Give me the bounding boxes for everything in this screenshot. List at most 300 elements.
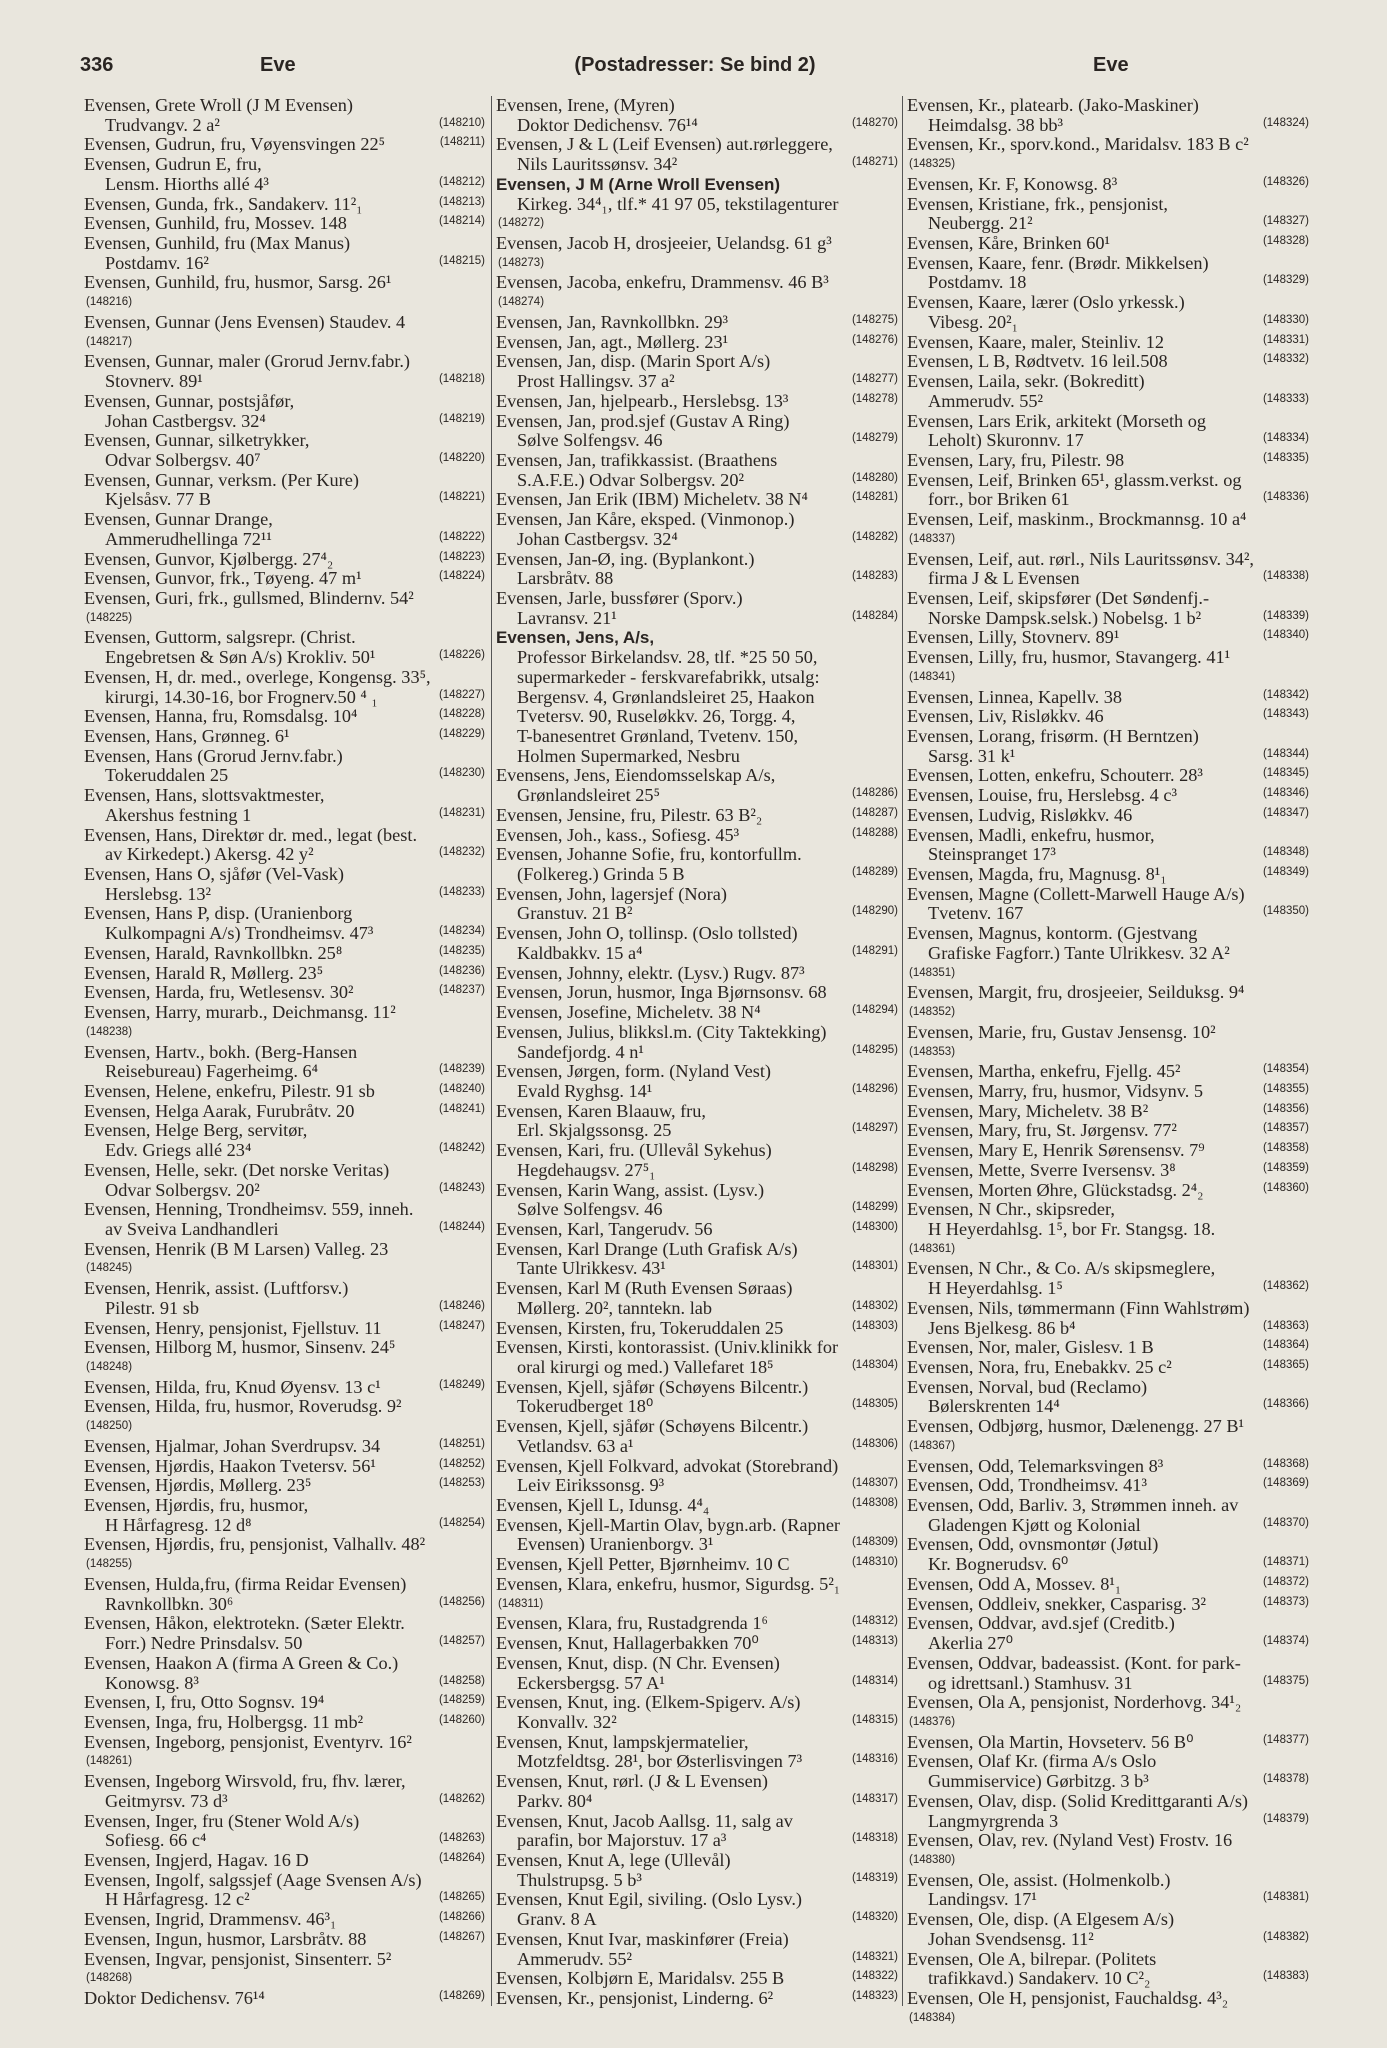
entry-number: (148249): [438, 1378, 485, 1391]
entry-number: (148215): [438, 254, 485, 267]
entry-name-line: Evensen, Mary, Micheletv. 38 B²: [907, 1100, 1149, 1121]
entry-number: (148255): [86, 1558, 133, 1571]
entry-number: (148288): [851, 826, 898, 839]
entry-name-line: Evensen, Kjell L, Idunsg. 4⁴₄: [496, 1495, 710, 1516]
entry-name-line: Evensen, Odd, Trondheimsv. 41³: [907, 1475, 1147, 1496]
entry-number: (148342): [1262, 688, 1309, 701]
directory-entry: [84, 865, 487, 904]
entry-name-line: Evensen, Olaf Kr. (firma A/s Oslo: [907, 1751, 1157, 1772]
directory-entry: [84, 1319, 487, 1339]
entry-number: (148348): [1262, 846, 1309, 859]
directory-entry: [84, 628, 487, 667]
entry-name-line: Evensen, Margit, fru, drosjeeier, Seilduksg. 9⁴: [907, 982, 1245, 1003]
entry-address-line: H Heyerdahlsg. 1⁵, bor Fr. Stangsg. 18.: [928, 1218, 1216, 1239]
directory-entry: [84, 1338, 487, 1377]
entry-name-line: Evensen, Hanna, fru, Romsdalsg. 10⁴: [84, 706, 358, 727]
entry-address-line: Professor Birkelandsv. 28, tlf. *25 50 50,: [517, 647, 818, 668]
entry-address-line: Neubergg. 21²: [928, 213, 1033, 234]
directory-entry: [907, 885, 1311, 924]
entry-name-line: Evensen, Jan Kåre, eksped. (Vinmonop.): [496, 509, 795, 530]
entry-name-line: Evensen, Kjell Petter, Bjørnheimv. 10 C: [496, 1554, 790, 1575]
directory-entry: [907, 707, 1311, 727]
directory-entry: [907, 1141, 1311, 1161]
entry-number: (148384): [909, 2011, 956, 2024]
directory-entry: [907, 1200, 1311, 1259]
entry-name-line: Evensen, Henrik, assist. (Luftforsv.): [84, 1278, 349, 1299]
entry-address-line: Konowsg. 8³: [105, 1672, 199, 1693]
entry-name-line: Evensen, Jacob H, drosjeeier, Uelandsg. 61 g³: [496, 233, 832, 254]
entry-name-line: Evensen, Hulda,fru, (firma Reidar Evensen): [84, 1573, 407, 1594]
entry-address-line: forr., bor Briken 61: [928, 489, 1070, 510]
entry-number: (148302): [851, 1299, 898, 1312]
directory-entry: [496, 1457, 900, 1496]
entry-number: (148235): [438, 944, 485, 957]
directory-entry: [84, 944, 487, 964]
directory-entry: [84, 550, 487, 570]
entry-number: (148237): [438, 984, 485, 997]
directory-entry: [496, 1417, 900, 1456]
entry-number: (148248): [86, 1361, 133, 1373]
directory-entry: [84, 569, 487, 589]
entry-name-line: Evensen, Knut, Hallagerbakken 70⁰: [496, 1633, 759, 1654]
entry-number: (148281): [851, 491, 898, 504]
entry-name-line: Evensen, Lorang, frisørm. (H Berntzen): [907, 726, 1199, 746]
entry-name-line: Evensen, J & L (Leif Evensen) aut.rørleggere,: [496, 134, 833, 155]
entry-name-line: Evensen, Kaare, lærer (Oslo yrkessk.): [907, 292, 1185, 313]
entry-address-line: Herslebsg. 13²: [105, 883, 212, 904]
directory-entry: [84, 964, 487, 984]
directory-entry: [496, 628, 900, 766]
entry-address-line: Sandefjordg. 4 n¹: [517, 1041, 644, 1062]
directory-entry: [907, 1575, 1311, 1595]
entry-number: (148300): [851, 1220, 898, 1233]
entry-name-line: Evensen, Ingun, husmor, Larsbråtv. 88: [84, 1928, 367, 1949]
directory-entry: [907, 1792, 1311, 1831]
entry-name-line: Evensen, Ola Martin, Hovseterv. 56 B⁰: [907, 1731, 1194, 1752]
directory-entry: [84, 471, 487, 510]
entry-address-line: Postdamv. 18: [928, 272, 1027, 293]
directory-entry: [84, 96, 487, 135]
entry-name-line: Evensen, Marie, fru, Gustav Jensensg. 10²: [907, 1021, 1216, 1042]
entry-name-line: Evensens, Jens, Eiendomsselskap A/s,: [496, 765, 776, 786]
entry-number: (148257): [438, 1635, 485, 1648]
entry-address-line: Hegdehaugsv. 27⁵₁: [517, 1159, 656, 1180]
entry-name-line: Evensen, Jan, agt., Møllerg. 23¹: [496, 331, 729, 352]
directory-entry: [496, 1693, 900, 1732]
entry-name-line: Evensen, Martha, enkefru, Fjellg. 45²: [907, 1061, 1181, 1082]
entry-address-line: Pilestr. 91 sb: [105, 1297, 199, 1318]
entry-address-line: Kr. Bognerudsv. 6⁰: [928, 1554, 1069, 1575]
directory-entry: [907, 293, 1311, 332]
entry-number: (148329): [1262, 274, 1309, 287]
directory-entry: [496, 175, 900, 234]
directory-entry: [84, 747, 487, 786]
entry-number: (148367): [909, 1439, 956, 1452]
directory-entry: [496, 234, 900, 273]
entry-name-line: Evensen, Karen Blaauw, fru,: [496, 1100, 706, 1121]
header-left-word: Eve: [260, 54, 296, 76]
entry-name-line: Evensen, Ingolf, salgssjef (Aage Svensen A/s): [84, 1869, 422, 1890]
entry-name-line: Evensen, Kirsti, kontorassist. (Univ.klinikk for: [496, 1337, 839, 1358]
entry-number: (148345): [1262, 767, 1309, 780]
directory-entry: [907, 1654, 1311, 1693]
directory-entry: [84, 1476, 487, 1496]
entry-name-line: Evensen, Ole A, bilrepar. (Politets: [907, 1948, 1157, 1969]
directory-entry: [907, 1871, 1311, 1910]
entry-name-line: Evensen, Gudrun, fru, Vøyensvingen 22⁵: [84, 134, 386, 155]
entry-address-line: Langmyrgrenda 3: [928, 1810, 1059, 1831]
entry-name-line: Evensen, Hilborg M, husmor, Sinsenv. 24⁵: [84, 1337, 396, 1358]
entry-name-line: Evensen, Hans, Direktør dr. med., legat (best.: [84, 824, 418, 845]
entry-number: (148271): [851, 156, 898, 169]
directory-entry: [496, 313, 900, 333]
entry-number: (148303): [851, 1319, 898, 1332]
entry-number: (148272): [498, 217, 545, 230]
entry-number: (148340): [1262, 629, 1309, 642]
entry-address-line: Jens Bjelkesg. 86 b⁴: [928, 1317, 1076, 1338]
entry-name-line: Evensen, Madli, enkefru, husmor,: [907, 824, 1155, 845]
entry-number: (148330): [1262, 313, 1309, 326]
entry-name-line: Evensen, Håkon, elektrotekn. (Sæter Elektr.: [84, 1613, 405, 1634]
entry-number: (148239): [438, 1063, 485, 1076]
entry-name-line: Evensen, Louise, fru, Herslebsg. 4 c³: [907, 785, 1177, 806]
entry-name-line: Evensen, Gunhild, fru, Mossev. 148: [84, 213, 347, 234]
entry-name-line: Evensen, Jan, trafikkassist. (Braathens: [496, 449, 778, 470]
entry-number: (148378): [1262, 1773, 1309, 1786]
entry-name-line: Evensen, Gunnar Drange,: [84, 509, 273, 530]
entry-number: (148214): [438, 215, 485, 228]
directory-entry: [84, 1397, 487, 1436]
entry-name-line: Evensen, Harry, murarb., Deichmansg. 11²: [84, 1002, 396, 1023]
directory-entry: [496, 1220, 900, 1240]
entry-address-line: Reisebureau) Fagerheimg. 6⁴: [105, 1061, 318, 1082]
entry-name-line: Evensen, Gunhild, fru, husmor, Sarsg. 26¹: [84, 272, 392, 293]
entry-name-line: Evensen, Olav, disp. (Solid Kredittgaranti A/s): [907, 1790, 1249, 1811]
entry-number: (148304): [851, 1359, 898, 1371]
directory-entry: [84, 392, 487, 431]
directory-entry: [84, 1535, 487, 1574]
directory-entry: [84, 1851, 487, 1871]
directory-entry: [496, 1575, 900, 1614]
entry-name-line: Evensen, Klara, enkefru, husmor, Sigurdsg. 5²₁: [496, 1573, 841, 1594]
entry-number: (148231): [438, 806, 485, 819]
directory-entry: [907, 826, 1311, 865]
entry-name-line: Evensen, Kr., pensjonist, Linderng. 6²: [496, 1988, 774, 2008]
entry-name-line: Evensen, Magda, fru, Magnusg. 8¹₁: [907, 864, 1167, 885]
directory-entry: [907, 1457, 1311, 1477]
entry-name-line: Evensen, Kolbjørn E, Maridalsv. 255 B: [496, 1968, 785, 1989]
directory-entry: [84, 1950, 487, 1989]
entry-address-line: Kulkompagni A/s) Trondheimsv. 47³: [105, 923, 374, 944]
directory-entry: [496, 589, 900, 628]
entry-name-line: Evensen, Guri, frk., gullsmed, Blindernv. 54²: [84, 587, 414, 608]
entry-address-line: firma J & L Evensen: [928, 568, 1080, 589]
entry-name-line: Evensen, Gunnar, postsjåfør,: [84, 390, 295, 411]
directory-entry: [84, 313, 487, 352]
entry-name-line: Evensen, Inger, fru (Stener Wold A/s): [84, 1810, 360, 1831]
entry-name-line: Evensen, Morten Øhre, Glückstadsg. 2⁴₂: [907, 1179, 1204, 1200]
entry-number: (148230): [438, 767, 485, 780]
entry-number: (148356): [1262, 1102, 1309, 1115]
entry-number: (148366): [1262, 1398, 1309, 1411]
entry-name-line: Evensen, Hjørdis, fru, pensjonist, Valhallv. 48²: [84, 1534, 426, 1555]
entry-number: (148324): [1262, 116, 1309, 129]
entry-name-line: Evensen, Karl Drange (Luth Grafisk A/s): [496, 1238, 798, 1259]
entry-number: (148354): [1262, 1063, 1309, 1076]
header-right-word: Eve: [1093, 54, 1129, 76]
entry-name-line: Evensen, Hans P, disp. (Uranienborg: [84, 903, 353, 924]
entry-number: (148291): [851, 944, 898, 957]
entry-number: (148379): [1262, 1812, 1309, 1825]
directory-entry: [84, 1082, 487, 1102]
entry-number: (148240): [438, 1082, 485, 1095]
entry-name-line: Evensen, Julius, blikksl.m. (City Taktekking): [496, 1021, 827, 1042]
directory-entry: [84, 983, 487, 1003]
entry-name-line: Evensen, Jan Erik (IBM) Micheletv. 38 N⁴: [496, 489, 808, 510]
entry-number: (148315): [851, 1713, 898, 1726]
directory-entry: [84, 668, 487, 707]
entry-name-line: Evensen, Odd A, Mossev. 8¹₁: [907, 1573, 1122, 1594]
directory-entry: [84, 234, 487, 273]
directory-entry: [907, 648, 1311, 687]
entry-address-line: Norske Dampsk.selsk.) Nobelsg. 1 b²: [928, 607, 1202, 628]
directory-entry: [907, 471, 1311, 510]
directory-entry: [907, 1989, 1311, 2028]
entry-name-line: Evensen, Kr. F, Konowsg. 8³: [907, 173, 1118, 194]
entry-name-line: Evensen, Gunnar, silketrykker,: [84, 430, 310, 451]
directory-entry: [496, 1102, 900, 1141]
entry-address-line: Engebretsen & Søn A/s) Krokliv. 50¹: [105, 647, 376, 668]
entry-address-line: Kirkeg. 34⁴₁, tlf.* 41 97 05, tekstilagenturer: [517, 193, 839, 214]
directory-entry: [907, 1950, 1311, 1989]
entry-number: (148380): [909, 1853, 956, 1866]
entry-number: (148375): [1262, 1674, 1309, 1687]
directory-entry: [496, 766, 900, 805]
entry-address-line: Erl. Skjalgssonsg. 25: [517, 1120, 672, 1141]
entry-name-line: Evensen, Jan, Ravnkollbkn. 29³: [496, 311, 728, 332]
entry-address-line: Evensen) Uranienborgv. 3¹: [517, 1534, 714, 1555]
directory-entry: [496, 1654, 900, 1693]
entry-name-line: Evensen, Harald, Ravnkollbkn. 25⁸: [84, 942, 343, 963]
entry-name-line: Evensen, Jan, prod.sjef (Gustav A Ring): [496, 410, 790, 431]
entry-address-line: Stovnerv. 89¹: [105, 371, 203, 392]
directory-entry: [84, 155, 487, 194]
directory-entry: [496, 964, 900, 984]
entry-number: (148371): [1262, 1556, 1309, 1569]
entry-name-line: Evensen, Kjell, sjåfør (Schøyens Bilcentr.): [496, 1416, 809, 1437]
directory-entry: [907, 1102, 1311, 1122]
entry-number: (148233): [438, 885, 485, 898]
entry-number: (148325): [909, 158, 956, 171]
entry-address-line: Møllerg. 20², tanntekn. lab: [517, 1297, 713, 1318]
entry-name-line: Evensen, Henrik (B M Larsen) Valleg. 23: [84, 1238, 389, 1259]
directory-entry: [907, 333, 1311, 353]
entry-address-line: Odvar Solbergsv. 40⁷: [105, 449, 261, 470]
entry-name-line: Evensen, Henry, pensjonist, Fjellstuv. 11: [84, 1317, 382, 1338]
directory-entry: [496, 806, 900, 826]
entry-address-line: Bergensv. 4, Grønlandsleiret 25, Haakon: [517, 686, 815, 707]
entry-name-line: Evensen, Kaare, maler, Steinliv. 12: [907, 331, 1164, 352]
entry-number: (148224): [438, 570, 485, 583]
entry-name-line: Evensen, Harda, fru, Wetlesensv. 30²: [84, 982, 354, 1003]
entry-name-line: Evensen, Guttorm, salgsrepr. (Christ.: [84, 627, 356, 648]
entry-name-line: Evensen, Jan, disp. (Marin Sport A/s): [496, 351, 771, 372]
entry-name-line: Evensen, N Chr., skipsreder,: [907, 1199, 1115, 1220]
directory-entry: [907, 352, 1311, 372]
entry-address-line: Motzfeldtsg. 28¹, bor Østerlisvingen 7³: [517, 1751, 803, 1772]
entry-number: (148336): [1262, 491, 1309, 504]
directory-entry: [907, 1910, 1311, 1949]
entry-address-line: S.A.F.E.) Odvar Solbergsv. 20²: [517, 469, 744, 490]
entry-name-line: Evensen, John, lagersjef (Nora): [496, 883, 727, 904]
entry-address-line: Vetlandsv. 63 a¹: [517, 1435, 634, 1456]
entry-number: (148297): [851, 1122, 898, 1135]
directory-entry: [907, 865, 1311, 885]
entry-address-line: Postdamv. 16²: [105, 252, 209, 273]
entry-name-line: Evensen, Gunnar, maler (Grorud Jernv.fabr.): [84, 351, 411, 372]
entry-name-line: Evensen, Kåre, Brinken 60¹: [907, 233, 1110, 254]
directory-entry: [907, 786, 1311, 806]
entry-name-line: Evensen, Ole, disp. (A Elgesem A/s): [907, 1909, 1175, 1930]
entry-address-line: Tokerudberget 18⁰: [517, 1396, 654, 1417]
entry-name-line: Evensen, Hans, slottsvaktmester,: [84, 785, 325, 806]
entry-number: (148338): [1262, 570, 1309, 583]
directory-entry: [907, 806, 1311, 826]
directory-entry: [907, 1693, 1311, 1732]
entry-number: (148306): [851, 1437, 898, 1450]
entry-address-line: Kaldbakkv. 15 a⁴: [517, 942, 643, 963]
directory-entry: [84, 1496, 487, 1535]
entry-number: (148256): [438, 1595, 485, 1608]
entry-number: (148222): [438, 530, 485, 543]
directory-entry: [496, 1812, 900, 1851]
entry-address-line: Geitmyrsv. 73 d³: [105, 1790, 228, 1811]
directory-entry: [907, 254, 1311, 293]
entry-name-line: Evensen, Karl M (Ruth Evensen Søraas): [496, 1278, 793, 1299]
directory-entry: [907, 451, 1311, 471]
entry-address-line: Steinspranget 17³: [928, 844, 1056, 865]
entry-number: (148275): [851, 313, 898, 326]
entry-name-line: Evensen, Jens, A/s,: [496, 628, 655, 648]
entry-number: (148268): [86, 1972, 133, 1985]
entry-number: (148372): [1262, 1575, 1309, 1588]
entry-name-line: Evensen, Knut, Jacob Aallsg. 11, salg av: [496, 1810, 793, 1831]
directory-entry: [907, 1181, 1311, 1201]
entry-name-line: Evensen, Inga, fru, Holbergsg. 11 mb²: [84, 1711, 364, 1732]
entry-name-line: Evensen, Ole, assist. (Holmenkolb.): [907, 1869, 1171, 1890]
entry-number: (148270): [851, 116, 898, 129]
directory-entry: [84, 1614, 487, 1653]
entry-number: (148337): [909, 532, 956, 545]
entry-number: (148287): [851, 806, 898, 819]
entry-number: (148242): [438, 1142, 485, 1155]
entry-name-line: Evensen, Hjørdis, fru, husmor,: [84, 1495, 309, 1516]
directory-entry: [907, 1378, 1311, 1417]
directory-entry: [496, 1319, 900, 1339]
entry-number: (148277): [851, 373, 898, 386]
entry-name-line: Evensen, Hilda, fru, Knud Øyensv. 13 c¹: [84, 1376, 381, 1397]
header-center: (Postadresser: Se bind 2): [574, 54, 816, 76]
entry-name-line: Evensen, Gunhild, fru (Max Manus): [84, 233, 351, 254]
entry-name-line: Evensen, Knut Ivar, maskinfører (Freia): [496, 1928, 789, 1949]
entry-number: (148274): [498, 296, 545, 309]
directory-entry: [907, 175, 1311, 195]
entry-number: (148333): [1262, 392, 1309, 405]
entry-number: (148332): [1262, 353, 1309, 366]
directory-entry: [907, 1535, 1311, 1574]
entry-name-line: Evensen, Hartv., bokh. (Berg-Hansen: [84, 1041, 358, 1062]
directory-entry: [496, 1634, 900, 1654]
entry-address-line: parafin, bor Majorstuv. 17 a³: [517, 1830, 727, 1851]
entry-name-line: Evensen, Ingjerd, Hagav. 16 D: [84, 1849, 309, 1870]
entry-name-line: Evensen, Kristiane, frk., pensjonist,: [907, 193, 1168, 214]
directory-entry: [84, 1003, 487, 1042]
entry-number: (148301): [851, 1260, 898, 1273]
entry-name-line: Evensen, H, dr. med., overlege, Kongensg. 33⁵,: [84, 666, 431, 687]
entry-number: (148314): [851, 1674, 898, 1687]
entry-address-line: Tvetersv. 90, Ruseløkkv. 26, Torgg. 4,: [517, 706, 796, 727]
entry-name-line: Evensen, Marry, fru, husmor, Vidsynv. 5: [907, 1080, 1204, 1101]
entry-number: (148283): [851, 570, 898, 583]
directory-entry: [496, 451, 900, 490]
entry-name-line: Evensen, Nils, tømmermann (Finn Wahlstrøm): [907, 1297, 1250, 1318]
entry-number: (148357): [1262, 1122, 1309, 1135]
entry-name-line: Evensen, Leif, skipsfører (Det Søndenfj.-: [907, 587, 1210, 608]
entry-number: (148221): [438, 491, 485, 504]
entry-number: (148216): [86, 296, 133, 309]
entry-name-line: Doktor Dedichensv. 76¹⁴: [84, 1988, 265, 2008]
directory-entry: [496, 1614, 900, 1634]
directory-entry: [907, 589, 1311, 628]
column-rule: [491, 96, 492, 2006]
entry-address-line: Konvallv. 32²: [517, 1711, 617, 1732]
entry-name-line: Evensen, Nora, fru, Enebakkv. 25 c²: [907, 1357, 1172, 1377]
directory-entry: [84, 1200, 487, 1239]
entry-name-line: Evensen, Ludvig, Risløkkv. 46: [907, 804, 1133, 825]
entry-name-line: Evensen, Norval, bud (Reclamo): [907, 1376, 1148, 1397]
directory-entry: [84, 195, 487, 215]
directory-entry: [84, 1871, 487, 1910]
entry-number: (148323): [851, 1990, 898, 2002]
entry-number: (148280): [851, 471, 898, 484]
entry-number: (148365): [1262, 1359, 1309, 1371]
entry-number: (148211): [439, 136, 485, 149]
entry-number: (148246): [438, 1299, 485, 1312]
entry-address-line: Sølve Solfengsv. 46: [517, 430, 663, 451]
page-number: 336: [80, 54, 114, 76]
entry-name-line: Evensen, Jarle, bussfører (Sporv.): [496, 587, 743, 608]
entry-name-line: Evensen, Nor, maler, Gislesv. 1 B: [907, 1337, 1154, 1358]
entry-name-line: Evensen, Gunda, frk., Sandakerv. 11²₁: [84, 193, 363, 214]
entry-number: (148319): [851, 1871, 898, 1884]
entry-name-line: Evensen, Gunnar, verksm. (Per Kure): [84, 469, 359, 490]
entry-number: (148360): [1262, 1181, 1309, 1194]
entry-address-line: Odvar Solbergsv. 20²: [105, 1179, 260, 1200]
entry-number: (148264): [438, 1851, 485, 1864]
entry-number: (148226): [438, 649, 485, 662]
entry-number: (148312): [851, 1615, 898, 1628]
entry-number: (148308): [851, 1497, 898, 1510]
entry-number: (148351): [909, 966, 956, 979]
entry-name-line: Evensen, Jensine, fru, Pilestr. 63 B²₂: [496, 804, 763, 825]
directory-entry: [496, 845, 900, 884]
entry-number: (148262): [438, 1792, 485, 1805]
directory-entry: [84, 273, 487, 312]
entry-number: (148381): [1262, 1891, 1309, 1904]
entry-name-line: Evensen, Helle, sekr. (Det norske Veritas): [84, 1159, 390, 1180]
directory-entry: [84, 1910, 487, 1930]
entry-address-line: Granv. 8 A: [517, 1909, 597, 1930]
